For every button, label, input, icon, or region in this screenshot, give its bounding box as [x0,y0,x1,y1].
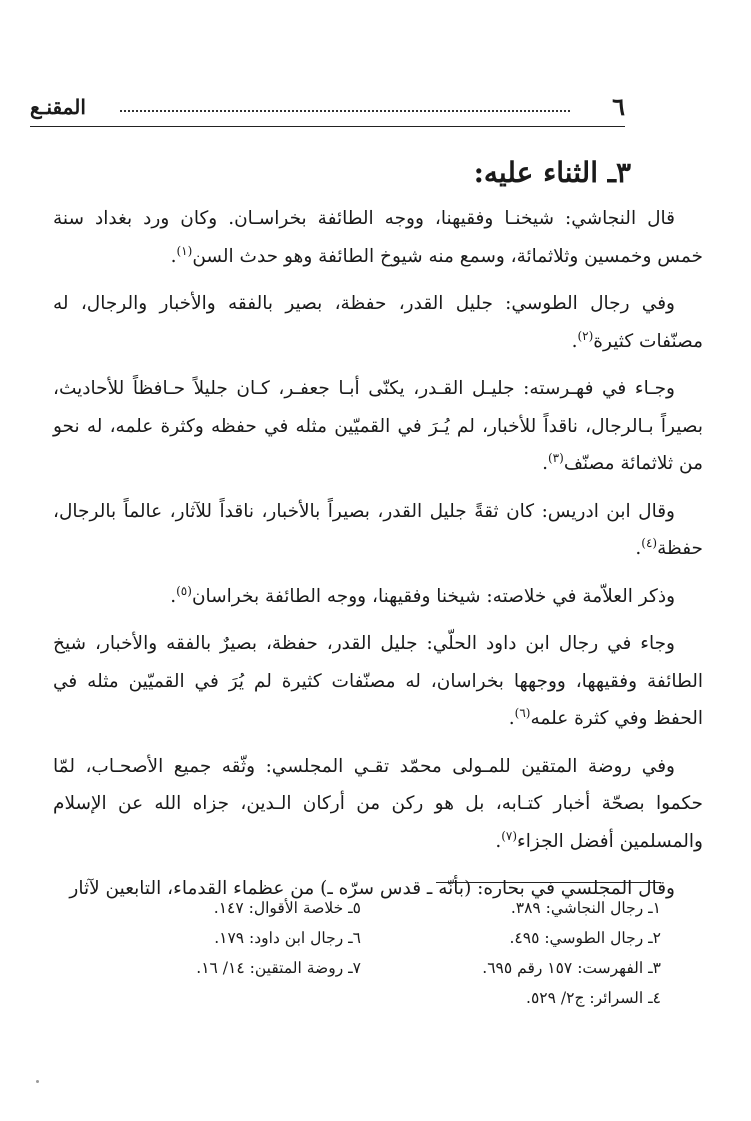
footnote: ٧ـ روضة المتقين: ١٤/ ١٦. [196,959,361,977]
footnotes [141,893,661,1023]
paragraph: وجاء في رجال ابن داود الحلّي: جليل القدر، حفظة، بصيرٌ بالفقه والأخبار، شيخ الطائفة وفقيهها، ووجهها بخراسان، له مصنّفات كثيرة لم يُرَ في القميّين مثله في الحفظ وفي كثرة علمه$^{(٦)}$. [53,633,703,729]
paragraph: وقال ابن ادريس: كان ثقةً جليل القدر، بصيراً بالأخبار، ناقداً للآثار، عالماً بالرجال، حفظة$^{(٤)}$. [53,500,703,559]
body-text [53,200,703,918]
header-leader-dots [120,100,570,112]
footnote-marker: (٣) [547,450,564,465]
footnote-marker: (٧) [501,828,518,843]
footnote-marker: (٥) [176,583,192,598]
footnote: ٦ـ رجال ابن داود: ١٧٩. [214,929,361,947]
section-heading: ٣ـ الثناء عليه: [473,156,631,189]
footnote: ١ـ رجال النجاشي: ٣٨٩. [510,899,661,917]
footnote: ٥ـ خلاصة الأقوال: ١٤٧. [213,899,361,917]
footnote-marker: (١) [176,243,193,258]
footnotes-left-column [141,893,361,983]
paragraph: وفي رجال الطوسي: جليل القدر، حفظة، بصير بالفقه والأخبار والرجال، له مصنّفات كثيرة$^{(٢)}$. [53,293,703,352]
footnotes-right-column [401,893,661,1013]
paragraph: وذكر العلاّمة في خلاصته: شيخنا وفقيهنا، ووجه الطائفة بخراسان$^{(٥)}$. [170,583,675,607]
footnote: ٢ـ رجال الطوسي: ٤٩٥. [509,929,661,947]
paragraph: وجـاء في فهـرسته: جليـل القـدر، يكنّى أبـا جعفـر، كـان جليلاً حـافظاً للأحاديث، بصيراً بـالرجال، ناقداً للأخبار، لم يُـرَ في القميّين مثله في حفظه وكثرة علمه، له نحو من ثلاثمائة مصنّف$^{(٣)}$. [53,378,703,474]
paragraph: وفي روضة المتقين للمـولى محمّد تقـي المجلسي: وثّقه جميع الأصحـاب، لمّا حكموا بصحّة أخبار كتـابه، بل هو ركن من أركان الـدين، جزاه الله عن الإسلام والمسلمين أفضل الجزاء$^{(٧)}$. [53,755,703,852]
header-rule [30,126,625,127]
book-title: المقنـع [30,95,86,119]
page-number: ٦ [612,92,625,121]
footnote-marker: (٤) [641,535,658,550]
footnote: ٤ـ السرائر: ج٢/ ٥٢٩. [526,989,661,1007]
running-header [30,92,625,122]
paragraph: قال النجاشي: شيخنـا وفقيهنا، ووجه الطائفة بخراسـان. وكان ورد بغداد سنة خمس وخمسين وثلاثمائة، وسمع منه شيوخ الطائفة وهو حدث السن$^{(١)}$. [53,208,703,267]
paragraph: وقال المجلسي في بحاره: (بأنّه ـ قدس سرّه ـ) من عظماء القدماء، التابعين لآثار [69,878,675,899]
footnote-separator [436,882,661,883]
footnote: ٣ـ الفهرست: ١٥٧ رقم ٦٩٥. [482,959,661,977]
footnote-marker: (٢) [577,328,594,343]
footnote-marker: (٦) [514,705,531,720]
scan-speck [36,1080,39,1083]
